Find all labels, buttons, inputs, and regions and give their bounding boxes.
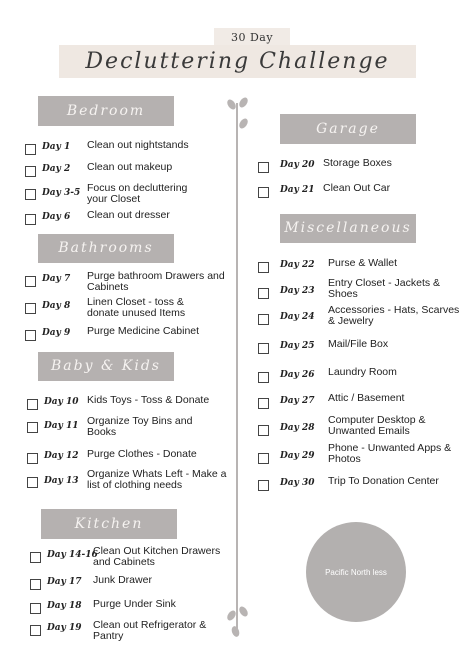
checkbox[interactable]: [25, 166, 36, 177]
task-text: Entry Closet - Jackets & Shoes: [328, 277, 441, 300]
checkbox[interactable]: [30, 579, 41, 590]
checkbox[interactable]: [258, 398, 269, 409]
checkbox[interactable]: [258, 453, 269, 464]
section-bathrooms: Bathrooms: [38, 234, 174, 263]
task-text: Computer Desktop & Unwanted Emails: [328, 414, 426, 437]
task-text: Storage Boxes: [323, 157, 392, 169]
task-text: Junk Drawer: [93, 574, 152, 586]
section-miscellaneous: Miscellaneous: [280, 214, 416, 243]
checkbox[interactable]: [30, 625, 41, 636]
checkbox[interactable]: [30, 552, 41, 563]
task-text: Clean Out Car: [323, 182, 391, 194]
day-label: Day 6: [42, 212, 71, 222]
checkbox[interactable]: [25, 189, 36, 200]
page-title: Decluttering Challenge: [59, 45, 416, 78]
day-label: Day 2: [42, 164, 71, 174]
section-garage: Garage: [280, 114, 416, 144]
day-label: Day 27: [280, 396, 315, 406]
checkbox[interactable]: [258, 162, 269, 173]
badge-text: Pacific North less: [325, 567, 387, 577]
task-text: Mail/File Box: [328, 338, 389, 350]
checkbox[interactable]: [258, 262, 269, 273]
task-text: Clean out dresser: [87, 209, 170, 221]
checkbox[interactable]: [27, 422, 38, 433]
task-text: Phone - Unwanted Apps & Photos: [328, 442, 452, 465]
checkbox[interactable]: [27, 477, 38, 488]
checkbox[interactable]: [258, 372, 269, 383]
checkbox[interactable]: [258, 187, 269, 198]
leaf-icon: [237, 117, 249, 130]
task-text: Trip To Donation Center: [328, 475, 439, 487]
task-text: Focus on decluttering your Closet: [87, 182, 188, 205]
day-label: Day 21: [280, 185, 315, 195]
section-bedroom: Bedroom: [38, 96, 174, 126]
task-text: Purse & Wallet: [328, 257, 398, 269]
day-label: Day 10: [44, 397, 79, 407]
day-label: Day 17: [47, 577, 82, 587]
day-label: Day 13: [44, 476, 79, 486]
task-text: Purge Clothes - Donate: [87, 448, 197, 460]
title-top: 30 Day: [214, 28, 290, 46]
task-text: Purge Under Sink: [93, 598, 176, 610]
task-text: Clean Out Kitchen Drawers and Cabinets: [93, 545, 221, 568]
day-label: Day 19: [47, 623, 82, 633]
day-label: Day 22: [280, 260, 315, 270]
day-label: Day 12: [44, 451, 79, 461]
checkbox[interactable]: [25, 303, 36, 314]
checkbox[interactable]: [258, 425, 269, 436]
checkbox[interactable]: [258, 343, 269, 354]
checkbox[interactable]: [27, 453, 38, 464]
section-kitchen: Kitchen: [41, 509, 177, 539]
day-label: Day 20: [280, 160, 315, 170]
task-text: Purge Medicine Cabinet: [87, 325, 200, 337]
leaf-icon: [230, 625, 240, 638]
day-label: Day 23: [280, 286, 315, 296]
checkbox[interactable]: [258, 480, 269, 491]
checkbox[interactable]: [30, 603, 41, 614]
checkbox[interactable]: [258, 288, 269, 299]
day-label: Day 7: [42, 274, 71, 284]
task-text: Organize Toy Bins and Books: [87, 415, 193, 438]
section-baby-kids: Baby & Kids: [38, 352, 174, 381]
checkbox[interactable]: [258, 314, 269, 325]
logo-badge: [306, 522, 406, 622]
task-text: Purge bathroom Drawers and Cabinets: [87, 270, 225, 293]
task-text: Clean out Refrigerator & Pantry: [93, 619, 207, 642]
checkbox[interactable]: [25, 330, 36, 341]
task-text: Accessories - Hats, Scarves & Jewelry: [328, 304, 460, 327]
day-label: Day 29: [280, 451, 315, 461]
day-label: Day 1: [42, 142, 71, 152]
task-text: Laundry Room: [328, 366, 397, 378]
checkbox[interactable]: [25, 214, 36, 225]
leaf-icon: [237, 96, 249, 109]
leaf-icon: [237, 605, 249, 618]
day-label: Day 11: [44, 421, 79, 431]
task-text: Organize Whats Left - Make a list of clothing needs: [87, 468, 227, 491]
day-label: Day 26: [280, 370, 315, 380]
task-text: Kids Toys - Toss & Donate: [87, 394, 210, 406]
task-text: Clean out makeup: [87, 161, 173, 173]
day-label: Day 30: [280, 478, 315, 488]
checkbox[interactable]: [25, 276, 36, 287]
day-label: Day 8: [42, 301, 71, 311]
task-text: Clean out nightstands: [87, 139, 189, 151]
day-label: Day 28: [280, 423, 315, 433]
day-label: Day 14-16: [47, 550, 98, 560]
day-label: Day 18: [47, 601, 82, 611]
day-label: Day 25: [280, 341, 315, 351]
checkbox[interactable]: [25, 144, 36, 155]
day-label: Day 9: [42, 328, 71, 338]
task-text: Attic / Basement: [328, 392, 405, 404]
day-label: Day 3-5: [42, 188, 81, 198]
day-label: Day 24: [280, 312, 315, 322]
checkbox[interactable]: [27, 399, 38, 410]
task-text: Linen Closet - toss & donate unused Items: [87, 296, 186, 319]
